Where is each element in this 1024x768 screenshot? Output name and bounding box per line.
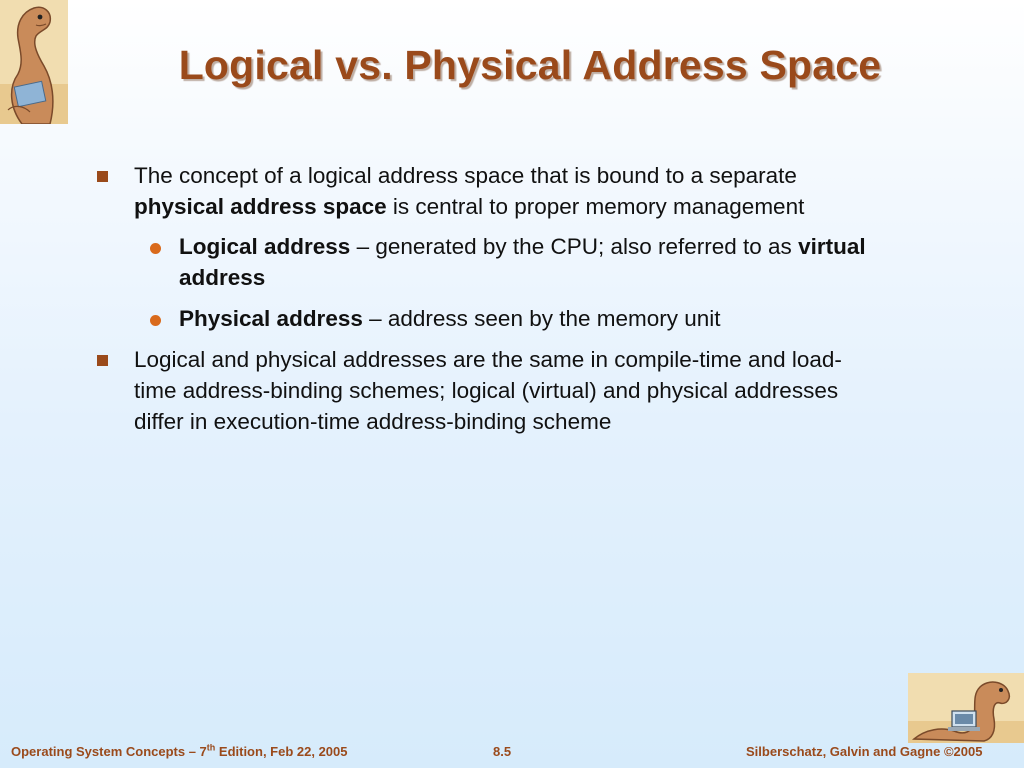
- round-bullet-icon: [150, 243, 161, 254]
- footer-left-text: Edition, Feb 22, 2005: [215, 744, 348, 759]
- square-bullet-icon: [97, 355, 108, 366]
- bullet-bold-text: Logical address: [179, 234, 351, 259]
- bullet-text: Logical and physical addresses are the same in compile-time and load-time address-binding schemes; logical (virtual) and physical addresses differ in execution-time address-binding scheme: [134, 347, 842, 434]
- dinosaur-computer-icon: [908, 673, 1024, 743]
- bullet-text: – address seen by the memory unit: [362, 306, 721, 331]
- bullet-item: [96, 160, 876, 222]
- round-bullet-icon: [150, 315, 161, 326]
- bullet-text: – generated by the CPU; also referred to as: [350, 234, 799, 259]
- bullet-text: The concept of a logical address space that is bound to a separate: [134, 163, 797, 188]
- sub-bullet-item: [96, 231, 876, 293]
- footer-superscript: th: [206, 742, 216, 753]
- bullet-bold-text: Physical address: [179, 306, 363, 331]
- footer-left-text: Operating System Concepts – 7: [11, 744, 207, 759]
- bullet-bold-text: virtual address: [179, 234, 866, 290]
- sub-bullet-item: [96, 303, 876, 334]
- bullet-item: [96, 344, 876, 437]
- footer-copyright: Silberschatz, Galvin and Gagne ©2005: [746, 744, 983, 759]
- bullet-text: is central to proper memory management: [386, 194, 805, 219]
- footer-course-info: [11, 744, 348, 759]
- slide-body: [96, 160, 876, 446]
- slide-title: Logical vs. Physical Address Space: [178, 42, 882, 88]
- square-bullet-icon: [97, 171, 108, 182]
- bullet-bold-text: physical address space: [134, 194, 387, 219]
- slide-number: 8.5: [493, 744, 512, 759]
